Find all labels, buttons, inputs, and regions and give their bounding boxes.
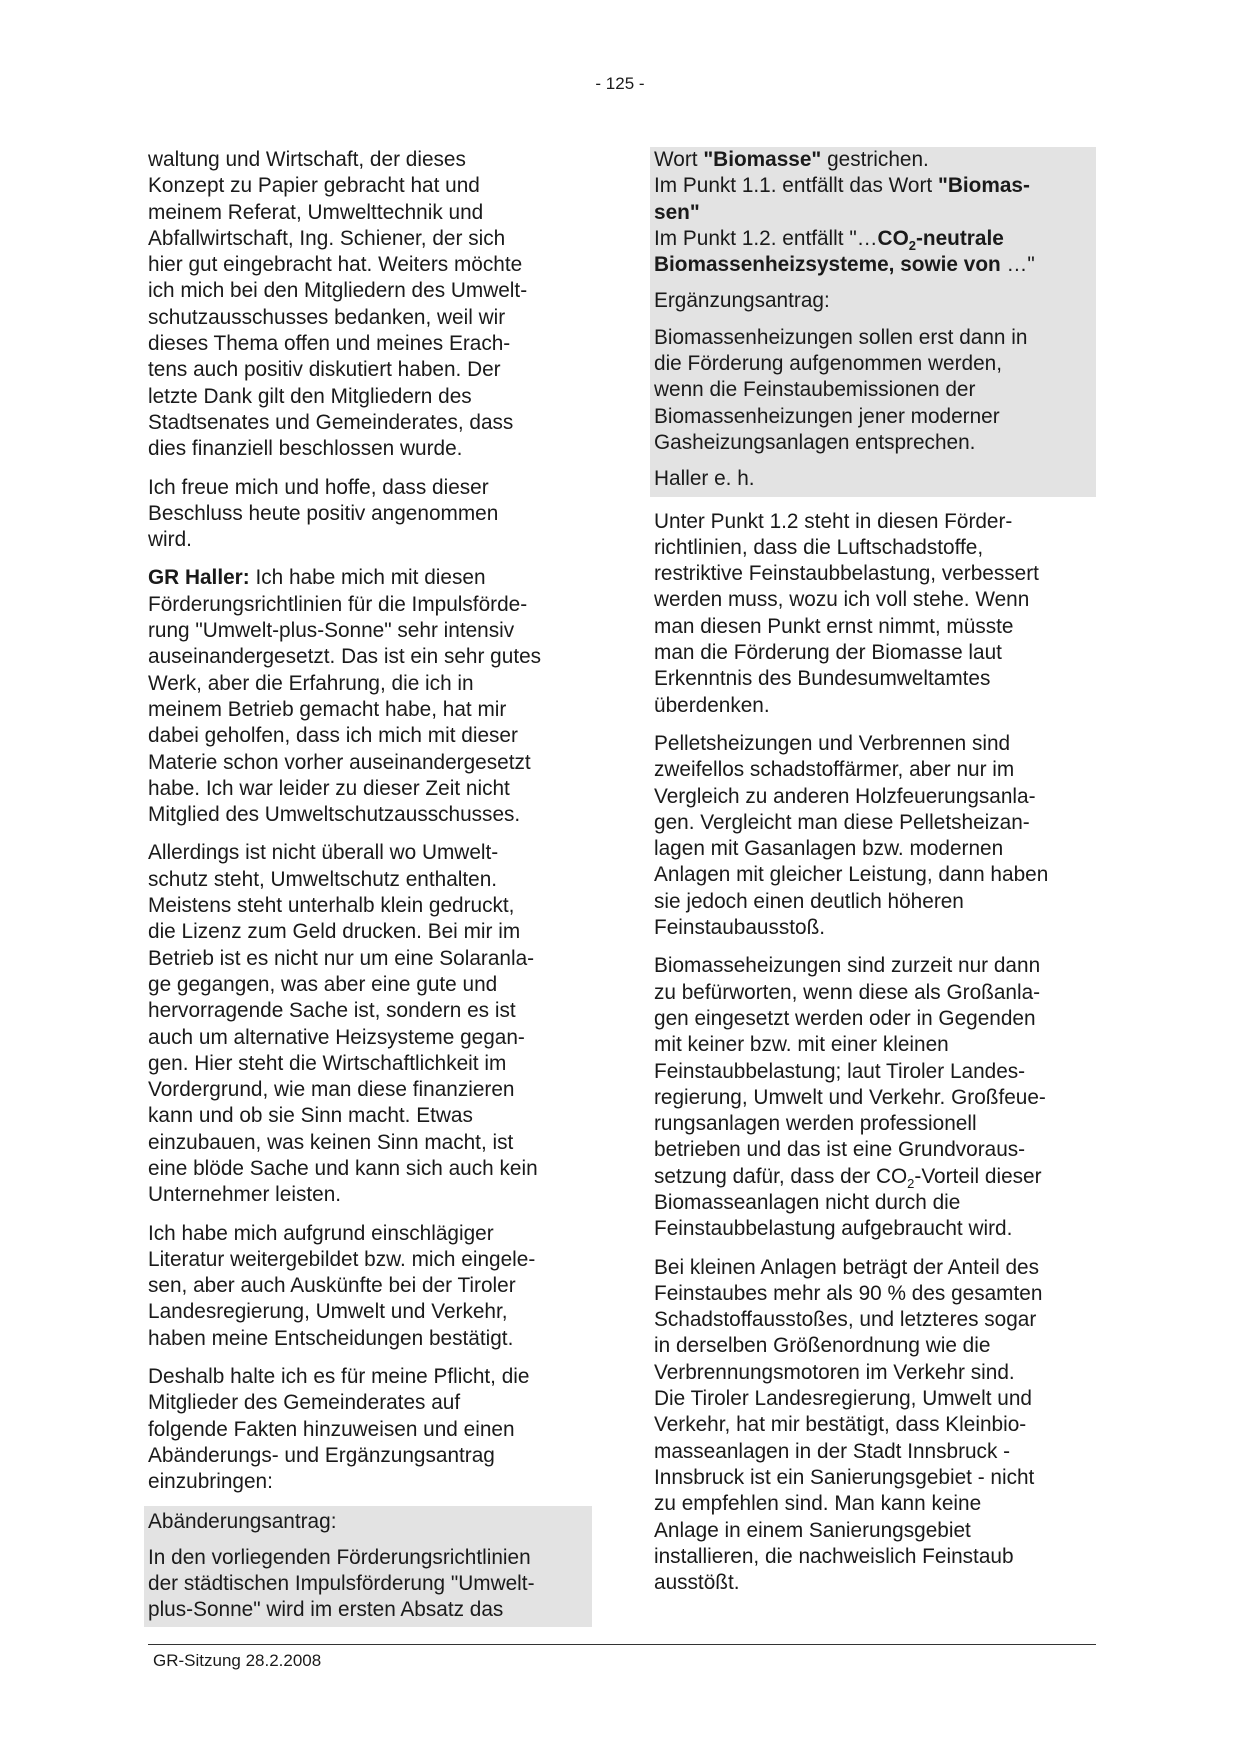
bold-term: -neutrale — [915, 226, 1004, 250]
text-line: Beschluss heute positiv angenommen — [148, 501, 499, 525]
text-line: installieren, die nachweislich Feinstaub — [654, 1544, 1014, 1568]
footer-text: GR-Sitzung 28.2.2008 — [153, 1651, 322, 1670]
paragraph-haller-intro — [148, 565, 588, 828]
text-line: Feinstaubbelastung aufgebraucht wird. — [654, 1217, 1013, 1241]
text-line: die Lizenz zum Geld drucken. Bei mir im — [148, 920, 521, 944]
text-line: Die Tiroler Landesregierung, Umwelt und — [654, 1387, 1032, 1411]
text-line: Abänderungs- und Ergänzungsantrag — [148, 1443, 495, 1467]
paragraph-pellets — [654, 731, 1094, 941]
text-line: überdenken. — [654, 693, 770, 717]
text-line: Vordergrund, wie man diese finanzieren — [148, 1078, 515, 1102]
text-line: Ich habe mich mit diesen — [249, 566, 486, 590]
text-line: Förderungsrichtlinien für die Impulsförde- — [148, 592, 528, 616]
text-line: restriktive Feinstaubbelastung, verbessert — [654, 562, 1039, 586]
bold-term: Biomassenheizsysteme, sowie von — [654, 253, 1001, 277]
text-line: Unternehmer leisten. — [148, 1183, 342, 1207]
text-line: auseinandergesetzt. Das ist ein sehr gutes — [148, 645, 542, 669]
supplement-heading — [654, 288, 1096, 314]
text-line: Schadstoffausstoßes, und letzteres sogar — [654, 1308, 1037, 1332]
paragraph-pflicht — [148, 1364, 588, 1495]
amendment-box — [144, 1506, 592, 1627]
text-line: Materie schon vorher auseinandergesetzt — [148, 750, 531, 774]
text-line: kann und ob sie Sinn macht. Etwas — [148, 1104, 473, 1128]
text-line: einzubringen: — [148, 1470, 273, 1494]
subscript: 2 — [908, 238, 916, 254]
text-line: meinem Betrieb gemacht habe, hat mir — [148, 697, 507, 721]
text-line: dabei geholfen, dass ich mich mit dieser — [148, 724, 518, 748]
page-number: - 125 - — [595, 74, 645, 93]
text-line: Mitglieder des Gemeinderates auf — [148, 1391, 461, 1415]
subscript: 2 — [907, 1175, 915, 1191]
text-line: ich mich bei den Mitgliedern des Umwelt- — [148, 279, 528, 303]
right-column — [654, 147, 1094, 1608]
text-line: folgende Fakten hinzuweisen und einen — [148, 1417, 515, 1441]
amendment-continued-box — [650, 147, 1096, 497]
text-line: Erkenntnis des Bundesumweltamtes — [654, 667, 991, 691]
text-line: rung "Umwelt-plus-Sonne" sehr intensiv — [148, 619, 515, 643]
text-line: ausstößt. — [654, 1571, 740, 1595]
text-line: dieses Thema offen und meines Erach- — [148, 332, 511, 356]
text-line: man diesen Punkt ernst nimmt, müsste — [654, 614, 1014, 638]
paragraph-hope — [148, 475, 588, 554]
paragraph-allerdings — [148, 840, 588, 1208]
text-line: richtlinien, dass die Luftschadstoffe, — [654, 535, 984, 559]
text-line: Biomasseanlagen nicht durch die — [654, 1190, 961, 1214]
text-line: schutz steht, Umweltschutz enthalten. — [148, 867, 498, 891]
text-span: Im Punkt 1.2. entfällt "… — [654, 226, 878, 250]
text-line: In den vorliegenden Förderungsrichtlinien — [148, 1545, 531, 1569]
text-line: gen. Vergleicht man diese Pelletsheizan- — [654, 810, 1030, 834]
text-line: die Förderung aufgenommen werden, — [654, 352, 1002, 376]
text-line: hier gut eingebracht hat. Weiters möchte — [148, 253, 523, 277]
text-line: zweifellos schadstoffärmer, aber nur im — [654, 758, 1015, 782]
text-line: Unter Punkt 1.2 steht in diesen Förder- — [654, 509, 1013, 533]
text-line: ge gegangen, was aber eine gute und — [148, 972, 498, 996]
bold-term: "Biomas- — [937, 174, 1030, 198]
bold-term: "Biomasse" — [703, 148, 822, 171]
text-line: regierung, Umwelt und Verkehr. Großfeue- — [654, 1085, 1046, 1109]
text-line: Werk, aber die Erfahrung, die ich in — [148, 671, 474, 695]
text-line: Konzept zu Papier gebracht hat und — [148, 174, 480, 198]
text-line: Biomassenheizungen sollen erst dann in — [654, 325, 1028, 349]
text-line: Biomassenheizungen jener moderner — [654, 404, 1000, 428]
text-line: masseanlagen in der Stadt Innsbruck - — [654, 1439, 1011, 1463]
text-span: Im Punkt 1.1. entfällt das Wort — [654, 174, 938, 198]
text-line: haben meine Entscheidungen bestätigt. — [148, 1326, 514, 1350]
text-line: Innsbruck ist ein Sanierungsgebiet - nicht — [654, 1465, 1035, 1489]
amendment-points — [654, 147, 1096, 278]
text-line: wenn die Feinstaubemissionen der — [654, 378, 976, 402]
text-line: Feinstaubbelastung; laut Tiroler Landes- — [654, 1059, 1026, 1083]
text-line: Feinstaubes mehr als 90 % des gesamten — [654, 1281, 1043, 1305]
text-line: Stadtsenates und Gemeinderates, dass — [148, 410, 514, 434]
text-line: Gasheizungsanlagen entsprechen. — [654, 430, 976, 454]
text-line: einzubauen, was keinen Sinn macht, ist — [148, 1130, 514, 1154]
signature — [654, 466, 1096, 492]
text-line: plus-Sonne" wird im ersten Absatz das — [148, 1598, 504, 1622]
text-line: auch um alternative Heizsysteme gegan- — [148, 1025, 525, 1049]
text-line: gen eingesetzt werden oder in Gegenden — [654, 1006, 1036, 1030]
text-span: Wort — [654, 148, 704, 171]
text-line: sen, aber auch Auskünfte bei der Tiroler — [148, 1274, 516, 1298]
text-line: betrieben und das ist eine Grundvoraus- — [654, 1138, 1026, 1162]
text-line: Verkehr, hat mir bestätigt, dass Kleinbio- — [654, 1413, 1027, 1437]
text-line: man die Förderung der Biomasse laut — [654, 641, 1002, 665]
left-column — [148, 147, 588, 1627]
text-line: sie jedoch einen deutlich höheren — [654, 889, 964, 913]
text-span: gestrichen. — [821, 148, 929, 171]
text-line: schutzausschusses bedanken, weil wir — [148, 305, 506, 329]
supplement-text — [654, 325, 1096, 456]
text-line: Allerdings ist nicht überall wo Umwelt- — [148, 841, 499, 865]
text-line: mit keiner bzw. mit einer kleinen — [654, 1033, 949, 1057]
text-line: Feinstaubausstoß. — [654, 916, 826, 940]
text-line: in derselben Größenordnung wie die — [654, 1334, 991, 1358]
text-line: meinem Referat, Umwelttechnik und — [148, 200, 484, 224]
text-line: tens auch positiv diskutiert haben. Der — [148, 358, 501, 382]
text-line: Landesregierung, Umwelt und Verkehr, — [148, 1300, 508, 1324]
text-line: wird. — [148, 528, 192, 552]
text-line: Betrieb ist es nicht nur um eine Solaranla- — [148, 946, 535, 970]
text-line: Anlagen mit gleicher Leistung, dann haben — [654, 863, 1049, 887]
text-line: Abänderungsantrag: — [148, 1509, 337, 1533]
text-line: letzte Dank gilt den Mitgliedern des — [148, 384, 472, 408]
footer-divider — [148, 1644, 1096, 1645]
text-line: dies finanziell beschlossen wurde. — [148, 437, 463, 461]
paragraph-punkt-1-2 — [654, 509, 1094, 719]
text-line: Ergänzungsantrag: — [654, 289, 830, 313]
bold-term: sen" — [654, 200, 700, 224]
text-line: gen. Hier steht die Wirtschaftlichkeit im — [148, 1051, 507, 1075]
text-line: Meistens steht unterhalb klein gedruckt, — [148, 894, 515, 918]
bold-term: CO — [877, 226, 909, 250]
text-line: rungsanlagen werden professionell — [654, 1112, 977, 1136]
text-line: Bei kleinen Anlagen beträgt der Anteil des — [654, 1255, 1040, 1279]
amendment-text — [148, 1545, 588, 1624]
text-line: Verbrennungsmotoren im Verkehr sind. — [654, 1360, 1015, 1384]
text-line: zu empfehlen sind. Man kann keine — [654, 1492, 982, 1516]
paragraph-literatur — [148, 1221, 588, 1352]
amendment-heading — [148, 1509, 588, 1535]
text-line: eine blöde Sache und kann sich auch kein — [148, 1156, 538, 1180]
text-line: Ich habe mich aufgrund einschlägiger — [148, 1221, 494, 1245]
text-line: Mitglied des Umweltschutzausschusses. — [148, 803, 521, 827]
text-line: habe. Ich war leider zu dieser Zeit nicht — [148, 776, 510, 800]
text-span: …" — [1000, 253, 1035, 277]
text-line: Ich freue mich und hoffe, dass dieser — [148, 475, 489, 499]
text-line: Abfallwirtschaft, Ing. Schiener, der sich — [148, 226, 506, 250]
text-line: zu befürworten, wenn diese als Großanla- — [654, 980, 1041, 1004]
paragraph-thanks — [148, 147, 588, 463]
text-line: lagen mit Gasanlagen bzw. modernen — [654, 837, 1004, 861]
text-line: der städtischen Impulsförderung "Umwelt- — [148, 1572, 535, 1596]
text-line: Vergleich zu anderen Holzfeuerungsanla- — [654, 784, 1036, 808]
text-line: Pelletsheizungen und Verbrennen sind — [654, 731, 1011, 755]
paragraph-biomasse — [654, 953, 1094, 1242]
text-span: -Vorteil dieser — [914, 1164, 1042, 1188]
text-line: hervorragende Sache ist, sondern es ist — [148, 999, 516, 1023]
text-line: Anlage in einem Sanierungsgebiet — [654, 1518, 971, 1542]
text-span: setzung dafür, dass der CO — [654, 1164, 908, 1188]
text-line: Literatur weitergebildet bzw. mich eingele- — [148, 1247, 536, 1271]
text-line: werden muss, wozu ich voll stehe. Wenn — [654, 588, 1030, 612]
text-line: Haller e. h. — [654, 467, 755, 491]
speaker-name: GR Haller: — [148, 566, 250, 590]
text-line: waltung und Wirtschaft, der dieses — [148, 148, 466, 171]
text-line: Biomasseheizungen sind zurzeit nur dann — [654, 954, 1041, 978]
text-line: Deshalb halte ich es für meine Pflicht, die — [148, 1365, 530, 1389]
paragraph-kleine-anlagen — [654, 1255, 1094, 1597]
